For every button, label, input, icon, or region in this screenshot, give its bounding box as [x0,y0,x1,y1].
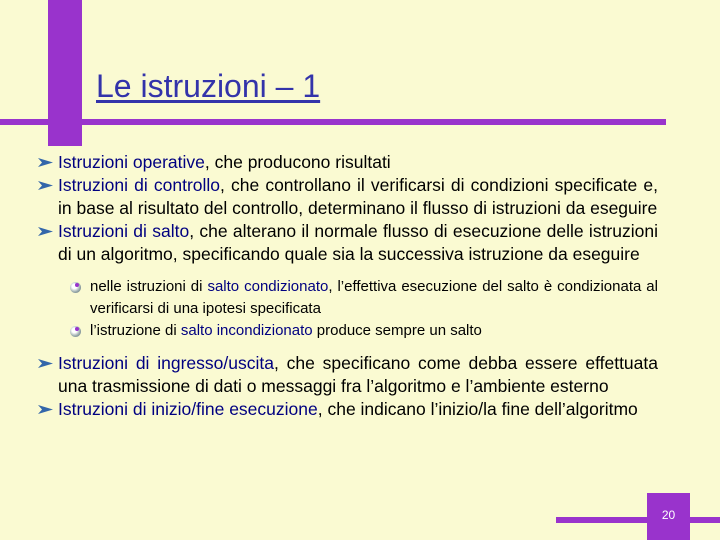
bullet-item [38,398,658,421]
page-number: 20 [647,493,690,540]
bullet-term: Istruzioni di controllo [58,175,221,195]
bullet-item [38,352,658,398]
bullet-text: , che controllano il verificarsi di condizioni specificate e, in base al risultato del controllo, determinano il flusso di istruzioni da eseguire [58,175,658,218]
arrow-bullet-icon [38,226,53,237]
sub-bullet-term: salto condizionato [207,278,329,295]
sub-bullet-term: salto incondizionato [180,322,313,339]
bullet-term: Istruzioni di inizio/fine esecuzione [58,399,318,419]
bullet-term: Istruzioni operative [58,152,205,172]
arrow-bullet-icon [38,180,53,191]
sub-bullet-pre: l’istruzione di [90,322,181,339]
sub-bullet-post: , l’effettiva esecuzione del salto è condizionata al verificarsi di una ipotesi specificata [90,278,658,317]
footer-rule [556,517,720,523]
bullet-item [38,151,658,174]
sub-bullet-item [68,320,658,342]
bullet-text: , che alterano il normale flusso di esecuzione delle istruzioni di un algoritmo, specificando quale sia la successiva istruzione da eseguire [58,221,658,264]
bullet-term: Istruzioni di ingresso/uscita [58,353,274,373]
bullet-list [38,151,658,421]
bullet-text: , che producono risultati [204,152,391,172]
sub-bullet-list [68,276,658,342]
bullet-item [38,174,658,220]
title-rule [0,119,666,125]
sub-bullet-item [68,276,658,320]
slide-title: Le istruzioni – 1 [96,68,321,104]
arrow-bullet-icon [38,404,53,415]
arrow-bullet-icon [38,157,53,168]
arrow-bullet-icon [38,358,53,369]
bullet-text: , che indicano l’inizio/la fine dell’algoritmo [317,399,638,419]
sub-bullet-post: produce sempre un salto [312,322,482,339]
sub-bullet-pre: nelle istruzioni di [90,278,208,295]
bullet-text: , che specificano come debba essere effettuata una trasmissione di dati o messaggi fra l’algoritmo e l’ambiente esterno [58,353,658,396]
bullet-term: Istruzioni di salto [58,221,190,241]
round-bullet-icon [70,282,81,293]
bullet-item [38,220,658,266]
round-bullet-icon [70,326,81,337]
